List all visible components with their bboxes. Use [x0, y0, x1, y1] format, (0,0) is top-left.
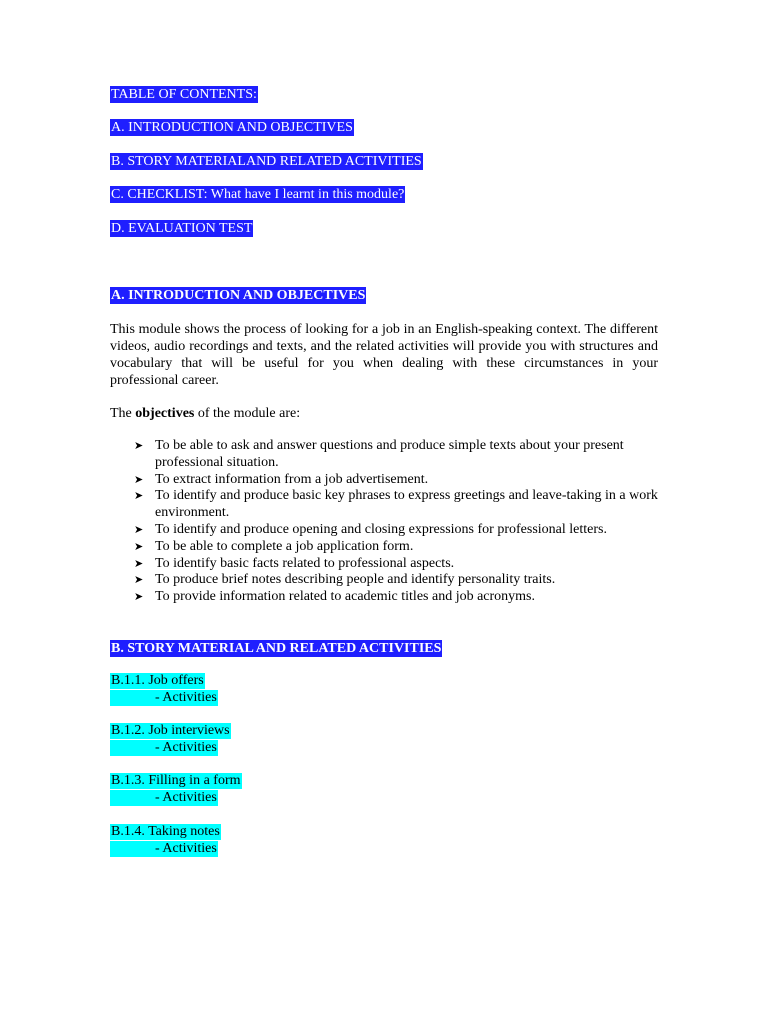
toc-title-row [110, 86, 258, 103]
section-b-item-4-sub [110, 841, 218, 857]
toc-item-c-row [110, 186, 405, 203]
list-item: ➤ To provide information related to academic titles and job acronyms. [134, 589, 536, 605]
list-item: ➤ To identify and produce opening and closing expressions for professional letters. [134, 521, 607, 537]
section-b-heading: B. STORY MATERIAL AND RELATED ACTIVITIES [111, 641, 442, 656]
objectives-list [110, 438, 670, 606]
section-a-intro: This module shows the process of looking for a job in an English-speaking context. The different videos, audio recordings and texts, and the related activities will provide you with structures and vocabulary that will be useful for you when dealing with these circumstances in your professional career. [110, 322, 658, 388]
subsection-label[interactable]: B.1.3. Filling in a form [111, 773, 241, 788]
arrowhead-bullet-icon: ➤ [134, 573, 144, 587]
list-item: ➤ To produce brief notes describing people and identify personality traits. [134, 572, 556, 588]
objectives-prefix: The [110, 406, 136, 421]
list-item: ➤ To extract information from a job advertisement. [134, 471, 429, 487]
subsection-label[interactable]: B.1.4. Taking notes [111, 824, 220, 839]
list-item: ➤ To be able to complete a job application form. [134, 538, 414, 554]
toc-item-d[interactable]: D. EVALUATION TEST [111, 221, 253, 236]
toc-title: TABLE OF CONTENTS: [111, 87, 257, 102]
list-item: ➤ To be able to ask and answer questions and produce simple texts about your present professional situation. [134, 438, 624, 470]
arrowhead-bullet-icon: ➤ [134, 590, 144, 604]
objectives-bold: objectives [135, 406, 195, 421]
arrowhead-bullet-icon: ➤ [134, 522, 144, 536]
subsection-activities[interactable]: - Activities [110, 690, 218, 706]
section-b-item-1-sub [110, 690, 218, 706]
toc-item-a-row [110, 119, 354, 136]
section-b-item-3-sub [110, 790, 218, 806]
arrowhead-bullet-icon: ➤ [134, 556, 144, 570]
subsection-label[interactable]: B.1.1. Job offers [111, 673, 204, 688]
subsection-activities[interactable]: - Activities [110, 740, 218, 756]
subsection-activities[interactable]: - Activities [110, 790, 218, 806]
section-b-item-3 [110, 773, 242, 789]
objectives-suffix: of the module are: [194, 406, 301, 421]
list-item: ➤ To identify basic facts related to professional aspects. [134, 555, 455, 571]
section-b-item-4 [110, 824, 221, 840]
toc-item-c[interactable]: C. CHECKLIST: What have I learnt in this module? [111, 187, 405, 202]
section-a-heading: A. INTRODUCTION AND OBJECTIVES [111, 288, 366, 303]
list-item: ➤ To identify and produce basic key phrases to express greetings and leave-taking in a work environment. [134, 488, 658, 521]
section-b-item-2-sub [110, 740, 218, 756]
subsection-label[interactable]: B.1.2. Job interviews [111, 723, 230, 738]
toc-item-a[interactable]: A. INTRODUCTION AND OBJECTIVES [111, 120, 353, 135]
section-a-heading-row [110, 287, 366, 304]
section-b-item-1 [110, 673, 205, 689]
arrowhead-bullet-icon: ➤ [134, 439, 144, 452]
arrowhead-bullet-icon: ➤ [134, 472, 144, 486]
section-b-item-2 [110, 723, 231, 739]
toc-item-b[interactable]: B. STORY MATERIALAND RELATED ACTIVITIES [111, 154, 422, 169]
section-b-heading-row [110, 640, 442, 657]
subsection-activities[interactable]: - Activities [110, 841, 218, 857]
toc-item-d-row [110, 220, 253, 237]
arrowhead-bullet-icon: ➤ [134, 489, 144, 503]
arrowhead-bullet-icon: ➤ [134, 539, 144, 553]
objectives-intro [110, 405, 300, 422]
toc-item-b-row [110, 153, 423, 170]
